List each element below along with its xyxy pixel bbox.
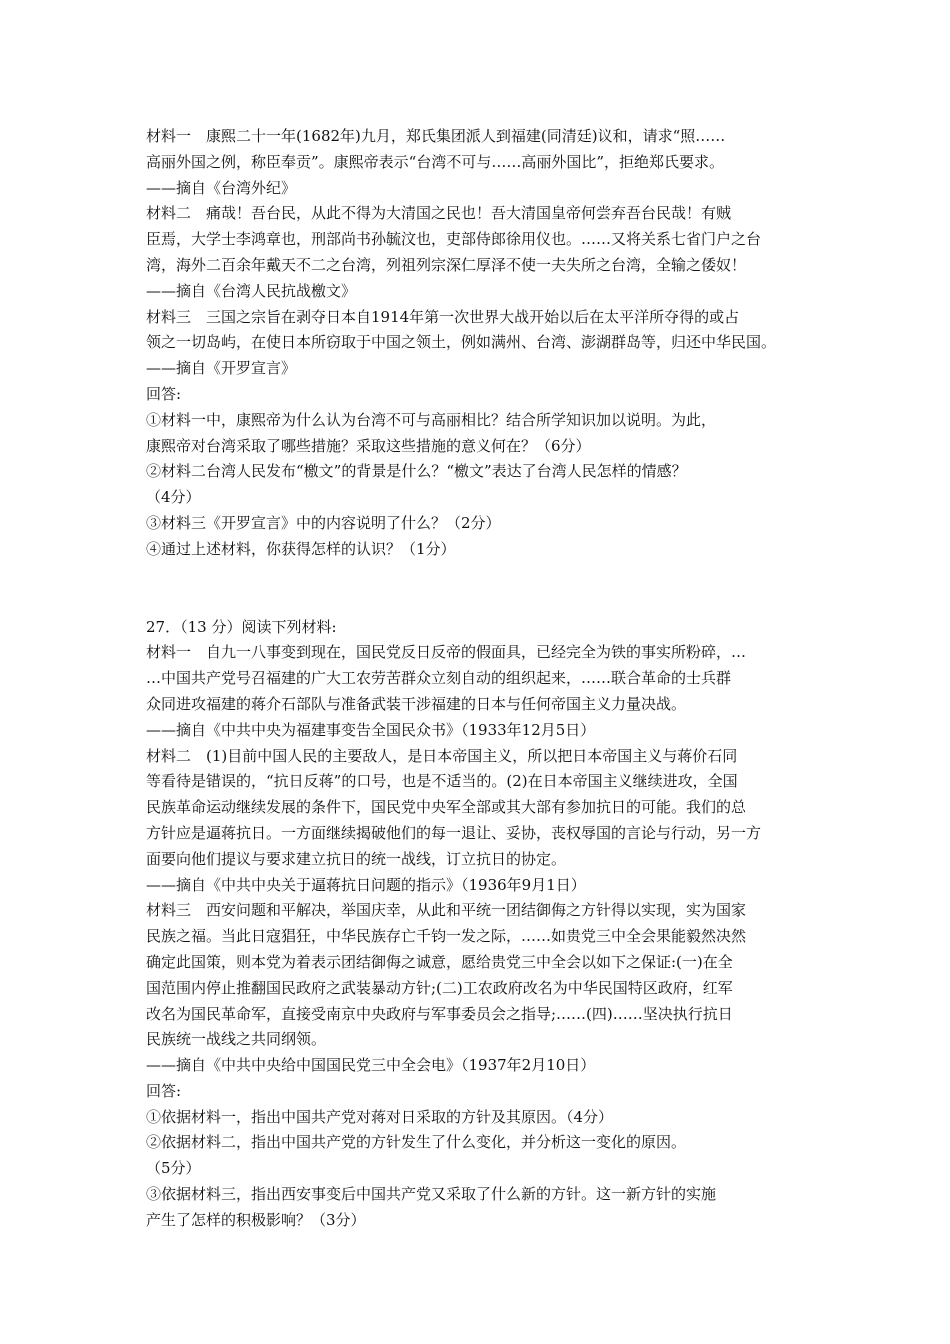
text-line: 材料二 痛哉！吾台民，从此不得为大清国之民也！吾大清国皇帝何尝弃吾台民哉！有贼	[146, 204, 732, 223]
question-line: ④通过上述材料，你获得怎样的认识？（1分）	[146, 539, 456, 558]
text-line: 确定此国策，则本党为着表示团结御侮之诚意，愿给贵党三中全会以如下之保证:(一)在全	[146, 952, 733, 971]
text-line: 领之一切岛屿，在使日本所窃取于中国之领土，例如满州、台湾、澎湖群岛等，归还中华民国。	[146, 333, 777, 352]
source-citation: ——摘自《中共中央为福建事变告全国民众书》（1933年12月5日）	[146, 720, 596, 739]
text-line: 高丽外国之例，称臣奉贡”。康熙帝表示“台湾不可与……高丽外国比”，拒绝郑氏要求。	[146, 152, 725, 171]
text-line: 材料三 西安问题和平解决，举国庆幸，从此和平统一团结御侮之方针得以实现，实为国家	[146, 901, 747, 920]
text-line: 改名为国民革命军，直接受南京中央政府与军事委员会之指导;……(四)……坚决执行抗日	[146, 1004, 733, 1023]
text-line: 材料三 三国之宗旨在剥夺日本自1914年第一次世界大战开始以后在太平洋所夺得的或占	[146, 307, 740, 326]
question-line: ②材料二台湾人民发布“檄文”的背景是什么？“檄文”表达了台湾人民怎样的情感？	[146, 462, 687, 481]
text-line: 国范围内停止推翻国民政府之武装暴动方针;(二)工农政府改名为中华民国特区政府，红军	[146, 978, 733, 997]
question-line: ①材料一中，康熙帝为什么认为台湾不可与高丽相比？结合所学知识加以说明。为此，	[146, 410, 717, 429]
source-citation: ——摘自《台湾外纪》	[146, 178, 297, 197]
document-body	[146, 124, 814, 1234]
section-question-27	[146, 615, 814, 1234]
text-line: 方针应是逼蒋抗日。一方面继续揭破他们的每一退让、妥协，丧权辱国的言论与行动，另一方	[146, 823, 762, 842]
section-spacer	[146, 563, 814, 615]
question-line: ①依据材料一，指出中国共产党对蒋对日采取的方针及其原因。（4分）	[146, 1107, 614, 1126]
question-line: ②依据材料二，指出中国共产党的方针发生了什么变化，并分析这一变化的原因。	[146, 1133, 687, 1152]
text-line: 湾，海外二百余年戴天不二之台湾，列祖列宗深仁厚泽不使一夫失所之台湾，全输之倭奴！	[146, 255, 747, 274]
question-line: ③材料三《开罗宣言》中的内容说明了什么？（2分）	[146, 513, 501, 532]
question-title: 27．（13 分）阅读下列材料:	[146, 617, 337, 636]
text-line: 面要向他们提议与要求建立抗日的统一战线，订立抗日的协定。	[146, 849, 567, 868]
source-citation: ——摘自《中共中央关于逼蒋抗日问题的指示》（1936年9月1日）	[146, 875, 586, 894]
answer-heading: 回答:	[146, 1081, 182, 1100]
text-line: 臣焉，大学士李鸿章也，刑部尚书孙毓汶也，吏部侍郎徐用仪也。……又将关系七省门户之台	[146, 230, 762, 249]
text-line: 材料一 康熙二十一年(1682年)九月，郑氏集团派人到福建(同清廷)议和，请求“照……	[146, 127, 726, 145]
source-citation: ——摘自《台湾人民抗战檄文》	[146, 281, 357, 300]
source-citation: ——摘自《开罗宣言》	[146, 359, 297, 378]
answer-heading: 回答:	[146, 384, 182, 403]
question-line: 产生了怎样的积极影响？（3分）	[146, 1210, 366, 1229]
source-citation: ——摘自《中共中央给中国国民党三中全会电》（1937年2月10日）	[146, 1056, 596, 1075]
question-line: （4分）	[146, 488, 201, 507]
text-line: 材料二 (1)目前中国人民的主要敌人，是日本帝国主义，所以把日本帝国主义与蒋价石同	[146, 746, 738, 765]
section-taiwan-materials	[146, 124, 814, 563]
text-line: 众同进攻福建的蒋介石部队与准备武装干涉福建的日本与任何帝国主义力量决战。	[146, 694, 687, 713]
question-line: 康熙帝对台湾采取了哪些措施？采取这些措施的意义何在？（6分）	[146, 436, 591, 455]
question-line: （5分）	[146, 1159, 201, 1178]
text-line: 等看待是错误的，“抗日反蒋”的口号，也是不适当的。(2)在日本帝国主义继续进攻，全国	[146, 772, 738, 791]
text-line: 民族统一战线之共同纲领。	[146, 1030, 327, 1049]
text-line: 民族革命运动继续发展的条件下，国民党中央军全部或其大部有参加抗日的可能。我们的总	[146, 798, 747, 817]
text-line: 材料一 自九一八事变到现在，国民党反日反帝的假面具，已经完全为铁的事实所粉碎，…	[146, 643, 747, 662]
question-line: ③依据材料三，指出西安事变后中国共产党又采取了什么新的方针。这一新方针的实施	[146, 1185, 717, 1204]
text-line: 民族之福。当此日寇猖狂，中华民族存亡千钧一发之际，……如贵党三中全会果能毅然决然	[146, 927, 747, 946]
text-line: …中国共产党号召福建的广大工农劳苦群众立刻自动的组织起来，……联合革命的士兵群	[146, 669, 732, 688]
